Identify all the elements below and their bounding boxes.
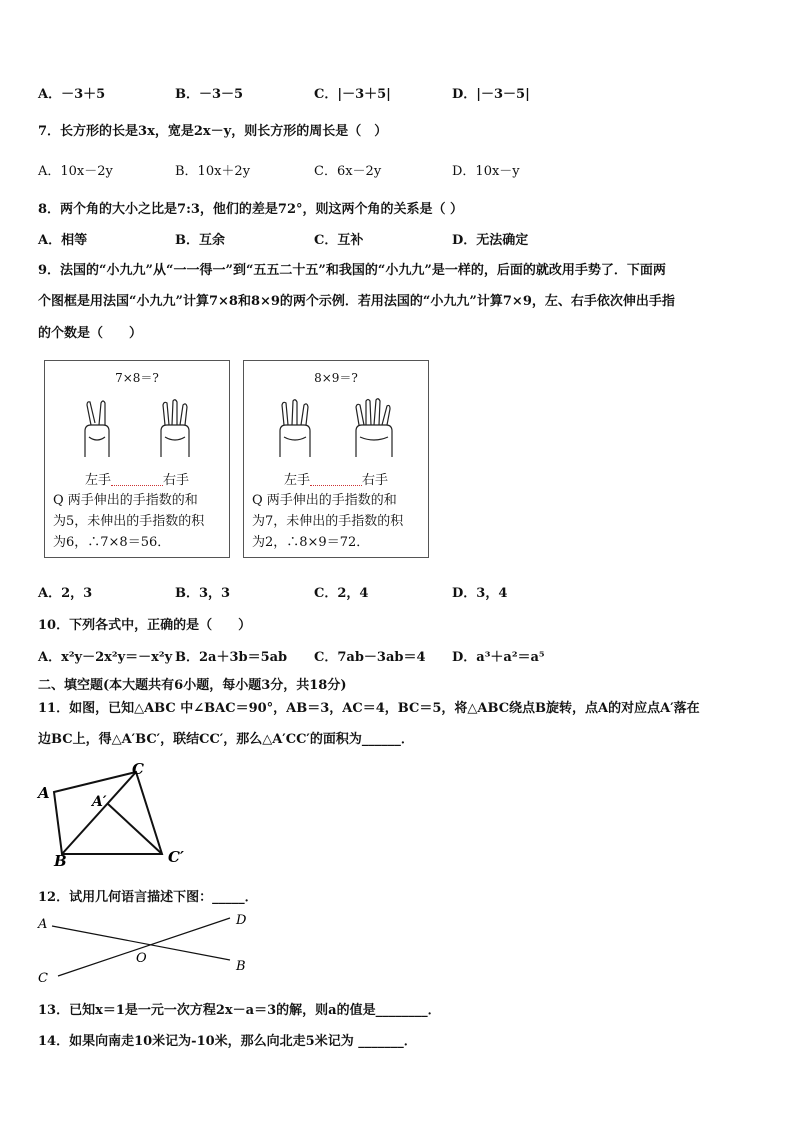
q12-stem: 12．试用几何语言描述下图：_____． — [38, 890, 258, 905]
q12-label-a: A — [38, 917, 48, 932]
q11-label-c-prime: C′ — [168, 848, 184, 866]
q9-line3: 的个数是（ ） — [38, 326, 143, 341]
q7-option-d: D．10x－y — [452, 164, 520, 179]
q9-box2-text-1: Q 两手伸出的手指数的和 — [252, 493, 397, 508]
q6-option-c: C．|－3＋5| — [314, 87, 391, 102]
q6-option-d: D．|－3－5| — [452, 87, 530, 102]
q9-option-b: B．3，3 — [175, 586, 231, 601]
q10-option-b: B．2a＋3b＝5ab — [175, 650, 288, 665]
q11-line1: 11．如图，已知△ABC 中∠BAC＝90°，AB＝3，AC＝4，BC＝5，将△ABC绕点B旋转，点A的对应点A′落在 — [38, 701, 700, 716]
q9-line2: 个图框是用法国“小九九”计算7×8和8×9的两个示例．若用法国的“小九九”计算7×9，左、右手依次伸出手指 — [38, 294, 675, 309]
q11-triangle-figure — [34, 756, 204, 872]
q9-box1-text-2: 为5，未伸出的手指数的积 — [53, 514, 205, 529]
q11-label-a-prime: A′ — [92, 794, 107, 810]
q8-option-d: D．无法确定 — [452, 233, 529, 248]
section-2-heading: 二、填空题(本大题共有6小题，每小题3分，共18分) — [38, 678, 347, 693]
q8-stem: 8．两个角的大小之比是7:3，他们的差是72°，则这两个角的关系是（ ） — [38, 202, 464, 217]
q14-stem: 14．如果向南走10米记为-10米，那么向北走5米记为 _______． — [38, 1034, 417, 1049]
q6-option-a: A．－3＋5 — [38, 87, 106, 102]
q9-option-c: C．2，4 — [314, 586, 369, 601]
q9-box1-text-3: 为6，∴7×8＝56． — [53, 535, 171, 550]
q9-option-d: D．3，4 — [452, 586, 508, 601]
q9-box2-left-label: 左手 — [283, 473, 310, 488]
q6-option-b: B．－3－5 — [175, 87, 244, 102]
q11-label-b: B — [54, 852, 67, 870]
q11-line2: 边BC上，得△A′BC′，联结CC′，那么△A′CC′的面积为______． — [38, 732, 414, 747]
q9-box2-right-label: 右手 — [362, 473, 389, 488]
q9-box2-text-2: 为7，未伸出的手指数的积 — [252, 514, 404, 529]
q8-option-c: C．互补 — [314, 233, 364, 248]
q9-option-a: A．2，3 — [38, 586, 93, 601]
q9-line1: 9．法国的“小九九”从“一一得一”到“五五二十五”和我国的“小九九”是一样的，后面的就改用手势了．下面两 — [38, 263, 666, 278]
q12-intersecting-lines-figure — [34, 908, 264, 988]
q10-option-a: A．x²y－2x²y＝－x²y — [38, 650, 173, 665]
q10-stem: 10．下列各式中，正确的是（ ） — [38, 618, 252, 633]
hands-gesture-icon — [244, 397, 428, 461]
wavy-underline — [310, 475, 362, 486]
q12-label-d: D — [236, 913, 247, 928]
q8-option-a: A．相等 — [38, 233, 88, 248]
q9-figure-box-2 — [243, 360, 429, 558]
q7-option-b: B．10x＋2y — [175, 164, 251, 179]
q9-figure-box-1 — [44, 360, 230, 558]
q9-box1-left-label: 左手 — [84, 473, 111, 488]
q9-box2-title: 8×9＝? — [314, 371, 358, 385]
q7-option-a: A．10x－2y — [38, 164, 113, 179]
q12-label-o: O — [136, 951, 147, 966]
q9-box1-text-1: Q 两手伸出的手指数的和 — [53, 493, 198, 508]
q8-option-b: B．互余 — [175, 233, 225, 248]
q10-option-d: D．a³＋a²＝a⁵ — [452, 650, 545, 665]
q7-stem: 7．长方形的长是3x，宽是2x－y，则长方形的周长是（ ） — [38, 124, 388, 139]
q13-stem: 13．已知x＝1是一元一次方程2x－a＝3的解，则a的值是________． — [38, 1003, 441, 1018]
q9-box1-title: 7×8＝? — [115, 371, 159, 385]
q11-label-a: A — [38, 784, 50, 802]
q12-label-c: C — [38, 971, 48, 986]
q10-option-c: C．7ab－3ab＝4 — [314, 650, 426, 665]
q12-label-b: B — [236, 959, 246, 974]
hands-gesture-icon — [45, 397, 229, 461]
q9-box2-text-3: 为2，∴8×9＝72． — [252, 535, 370, 550]
wavy-underline — [111, 475, 163, 486]
q9-box1-right-label: 右手 — [163, 473, 190, 488]
q7-option-c: C．6x－2y — [314, 164, 382, 179]
q11-label-c: C — [132, 760, 144, 778]
